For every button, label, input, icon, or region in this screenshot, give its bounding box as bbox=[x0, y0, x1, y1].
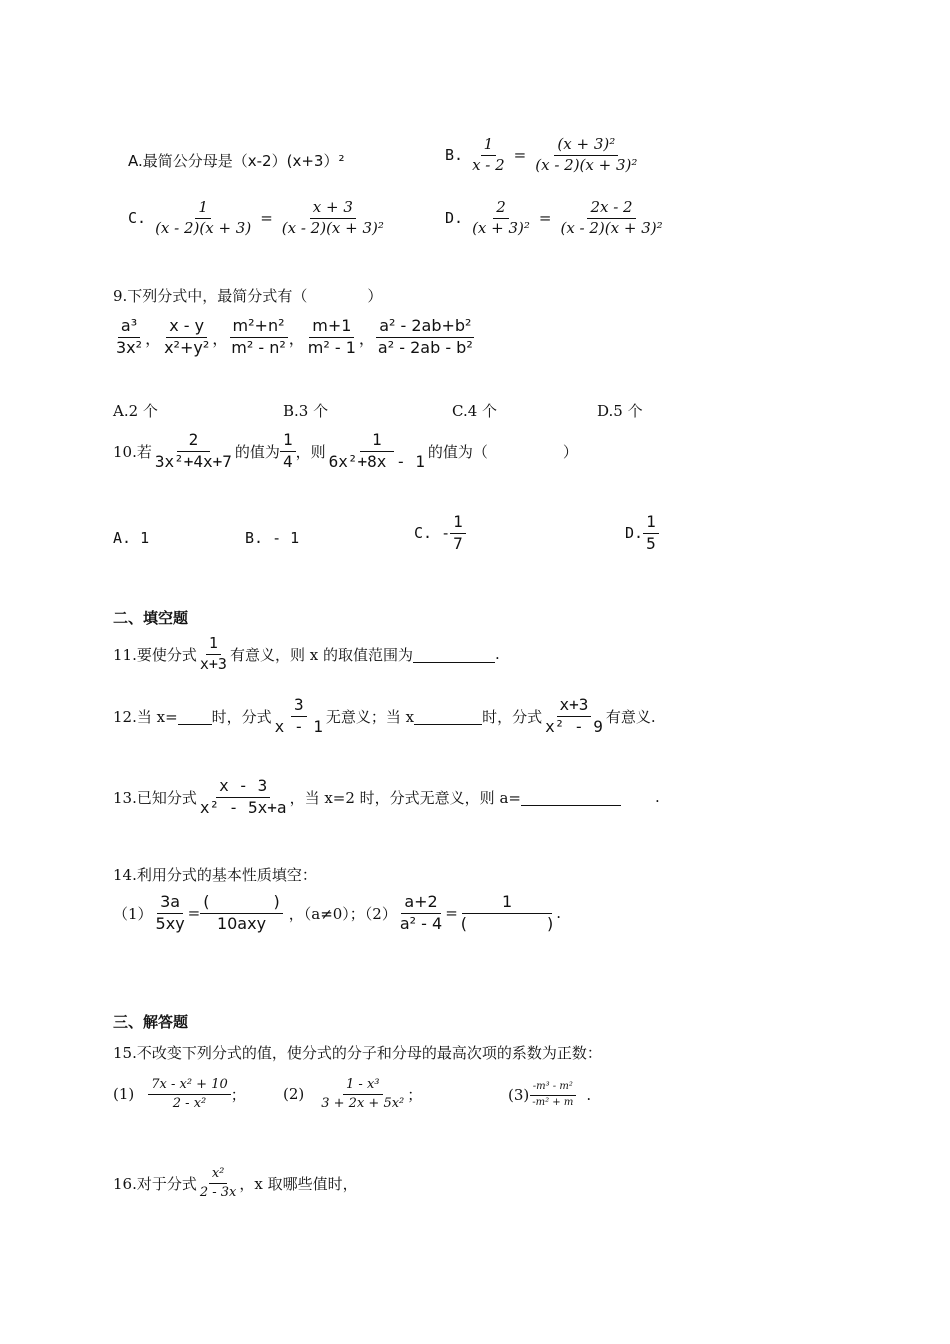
denominator: 6x²+8x - 1 bbox=[328, 451, 425, 471]
q13 bbox=[113, 778, 660, 817]
fraction bbox=[529, 1082, 576, 1108]
denominator: 5 bbox=[646, 533, 656, 553]
denominator: 5xy bbox=[155, 913, 185, 933]
q8-option-b bbox=[445, 137, 640, 174]
text: 的值为 bbox=[234, 442, 280, 461]
numerator: a³ bbox=[118, 318, 140, 338]
numerator: a² - 2ab+b² bbox=[376, 318, 474, 338]
text: D. bbox=[625, 524, 644, 543]
denominator: x+3 bbox=[199, 654, 227, 673]
fraction bbox=[318, 1078, 407, 1110]
numerator-blank[interactable]: ( ) bbox=[200, 894, 283, 914]
denominator: (x - 2)(x + 3) bbox=[155, 218, 252, 237]
denominator: x - 2 bbox=[472, 155, 505, 174]
denominator: m² - 1 bbox=[307, 337, 356, 357]
q15-stem: 15.不改变下列分式的值，使分式的分子和分母的最高次项的系数为正数： bbox=[113, 1044, 602, 1062]
fraction bbox=[197, 778, 290, 817]
text: 16.对于分式 bbox=[113, 1174, 197, 1193]
part-label: (2) bbox=[283, 1085, 305, 1104]
fraction bbox=[375, 318, 476, 357]
fraction bbox=[228, 318, 289, 357]
part-label: (1) bbox=[113, 1085, 135, 1104]
text: ，x 取哪些值时， bbox=[239, 1174, 358, 1193]
numerator: m²+n² bbox=[230, 318, 288, 338]
denominator: 4 bbox=[282, 451, 293, 471]
numerator: x - y bbox=[166, 318, 207, 338]
numerator: 1 bbox=[360, 432, 394, 452]
numerator: 3 bbox=[291, 697, 307, 717]
denominator: 2 - x² bbox=[172, 1095, 207, 1111]
numerator: m+1 bbox=[309, 318, 354, 338]
equals-sign: = bbox=[187, 904, 201, 923]
text: 12.当 x= bbox=[113, 707, 178, 726]
fraction bbox=[557, 200, 665, 237]
answer-blank[interactable] bbox=[413, 646, 495, 663]
section-title-fill-blank: 二、填空题 bbox=[113, 609, 189, 627]
q15-part-2 bbox=[283, 1078, 422, 1110]
q9-option-c: C.4 个 bbox=[452, 402, 498, 420]
numerator: 1 bbox=[481, 137, 497, 156]
fraction bbox=[152, 200, 254, 237]
fraction bbox=[532, 137, 640, 174]
text: ； bbox=[230, 1085, 246, 1104]
text: 有意义. bbox=[605, 707, 656, 726]
numerator: 1 bbox=[206, 636, 221, 655]
denominator: x² - 5x+a bbox=[199, 797, 287, 817]
fraction bbox=[197, 1167, 240, 1199]
separator: ， bbox=[358, 328, 375, 348]
fraction bbox=[326, 432, 428, 471]
q12 bbox=[113, 697, 656, 736]
numerator: x - 3 bbox=[216, 778, 270, 798]
denominator: x - 1 bbox=[274, 716, 323, 736]
text: 时，分式 bbox=[211, 707, 272, 726]
numerator: 2 bbox=[493, 200, 509, 219]
denominator: (x - 2)(x + 3)² bbox=[535, 155, 638, 174]
numerator: x² bbox=[209, 1167, 228, 1184]
q8-option-c bbox=[128, 200, 387, 237]
fraction bbox=[279, 200, 387, 237]
text: ，当 x=2 时，分式无意义，则 a= bbox=[289, 788, 521, 807]
q9-fractions bbox=[113, 318, 476, 357]
numerator: 7x - x² + 10 bbox=[148, 1078, 231, 1095]
q16 bbox=[113, 1167, 358, 1199]
numerator: 2x - 2 bbox=[587, 200, 635, 219]
denominator: x² - 9 bbox=[545, 716, 603, 736]
fraction bbox=[113, 318, 145, 357]
numerator: 1 bbox=[462, 894, 552, 914]
equals-sign: = bbox=[260, 209, 273, 228]
answer-blank[interactable] bbox=[178, 708, 212, 725]
q10-option-d bbox=[625, 514, 659, 553]
numerator: a+2 bbox=[401, 894, 440, 914]
numerator: (x + 3)² bbox=[554, 137, 618, 156]
numerator: 3a bbox=[157, 894, 183, 914]
fraction bbox=[272, 697, 326, 736]
numerator: 1 bbox=[643, 514, 659, 534]
equals-sign: = bbox=[513, 146, 527, 165]
denominator: (x - 2)(x + 3)² bbox=[281, 218, 384, 237]
fraction bbox=[200, 894, 283, 933]
denominator: 10axy bbox=[216, 913, 267, 933]
fraction bbox=[197, 636, 230, 673]
text: . bbox=[586, 1086, 592, 1104]
numerator: -m³ - m² bbox=[530, 1082, 576, 1096]
denominator: 3x² bbox=[116, 337, 143, 357]
q14-stem: 14.利用分式的基本性质填空： bbox=[113, 866, 317, 884]
fraction bbox=[152, 432, 235, 471]
text: ，则 bbox=[295, 442, 326, 461]
option-label: B. bbox=[445, 146, 464, 165]
numerator: 1 bbox=[280, 432, 296, 452]
fraction bbox=[280, 432, 296, 471]
q8-option-d bbox=[445, 200, 666, 237]
separator: ， bbox=[212, 328, 229, 348]
fraction bbox=[469, 137, 508, 174]
numerator: 2 bbox=[177, 432, 211, 452]
fraction bbox=[148, 1078, 231, 1110]
denominator: 3 + 2x + 5x² bbox=[321, 1095, 405, 1111]
numerator: 1 bbox=[450, 514, 466, 534]
text: 10.若 bbox=[113, 442, 152, 461]
section-title-answer: 三、解答题 bbox=[113, 1013, 189, 1031]
fraction bbox=[450, 514, 466, 553]
fraction bbox=[161, 318, 212, 357]
fraction bbox=[153, 894, 188, 933]
q10-option-a: A. 1 bbox=[113, 529, 150, 547]
equals-sign: = bbox=[538, 209, 552, 228]
q11 bbox=[113, 636, 500, 673]
option-label: C. bbox=[128, 209, 147, 228]
denominator: a² - 2ab - b² bbox=[377, 337, 473, 357]
denominator-blank[interactable]: ( ) bbox=[460, 913, 554, 933]
separator: ， bbox=[145, 328, 162, 348]
q15-part-3 bbox=[508, 1082, 591, 1108]
text: 11.要使分式 bbox=[113, 645, 197, 664]
fraction bbox=[458, 894, 557, 933]
text: . bbox=[654, 788, 660, 807]
numerator: 1 - x³ bbox=[343, 1078, 382, 1095]
numerator: x+3 bbox=[557, 697, 592, 717]
q10-stem bbox=[113, 432, 578, 471]
fraction bbox=[542, 697, 606, 736]
text: 13.已知分式 bbox=[113, 788, 197, 807]
answer-blank[interactable] bbox=[521, 789, 621, 806]
q14-parts bbox=[113, 894, 561, 933]
part-label: （1） bbox=[113, 904, 153, 923]
part-label: (3) bbox=[508, 1086, 530, 1104]
text: . bbox=[494, 645, 500, 664]
text: 时，分式 bbox=[482, 707, 543, 726]
fraction bbox=[305, 318, 359, 357]
fraction bbox=[643, 514, 659, 553]
text: C. - bbox=[414, 524, 451, 543]
text: 无意义；当 x bbox=[325, 707, 415, 726]
q10-option-b: B. - 1 bbox=[245, 529, 300, 547]
text: ； bbox=[407, 1085, 423, 1104]
q9-stem: 9.下列分式中，最简分式有（ ） bbox=[113, 287, 383, 305]
q8-option-a: A.最简公分母是（x-2）(x+3）² bbox=[128, 152, 345, 170]
option-label: D. bbox=[445, 209, 464, 228]
denominator: m² - n² bbox=[231, 337, 286, 357]
numerator: 1 bbox=[195, 200, 211, 219]
denominator: 2 - 3x bbox=[199, 1184, 237, 1200]
denominator: 7 bbox=[453, 533, 463, 553]
answer-blank[interactable] bbox=[414, 708, 482, 725]
denominator: (x - 2)(x + 3)² bbox=[560, 218, 663, 237]
q9-option-a: A.2 个 bbox=[113, 402, 158, 420]
text: 的值为（ ） bbox=[427, 442, 578, 461]
fraction bbox=[397, 894, 445, 933]
equals-sign: = bbox=[445, 904, 458, 923]
numerator: x + 3 bbox=[310, 200, 356, 219]
text: 有意义，则 x 的取值范围为 bbox=[229, 645, 413, 664]
denominator: 3x²+4x+7 bbox=[154, 451, 232, 471]
q9-option-d: D.5 个 bbox=[597, 402, 643, 420]
denominator: (x + 3)² bbox=[472, 218, 530, 237]
denominator: -m² + m bbox=[532, 1096, 574, 1108]
q10-option-c bbox=[414, 514, 466, 553]
separator: ， bbox=[288, 328, 305, 348]
denominator: x²+y² bbox=[164, 337, 210, 357]
text: ，（a≠0）；（2） bbox=[288, 904, 397, 923]
q15-part-1 bbox=[113, 1078, 246, 1110]
denominator: a² - 4 bbox=[399, 913, 443, 933]
q9-option-b: B.3 个 bbox=[283, 402, 329, 420]
text: . bbox=[556, 904, 562, 923]
fraction bbox=[469, 200, 533, 237]
